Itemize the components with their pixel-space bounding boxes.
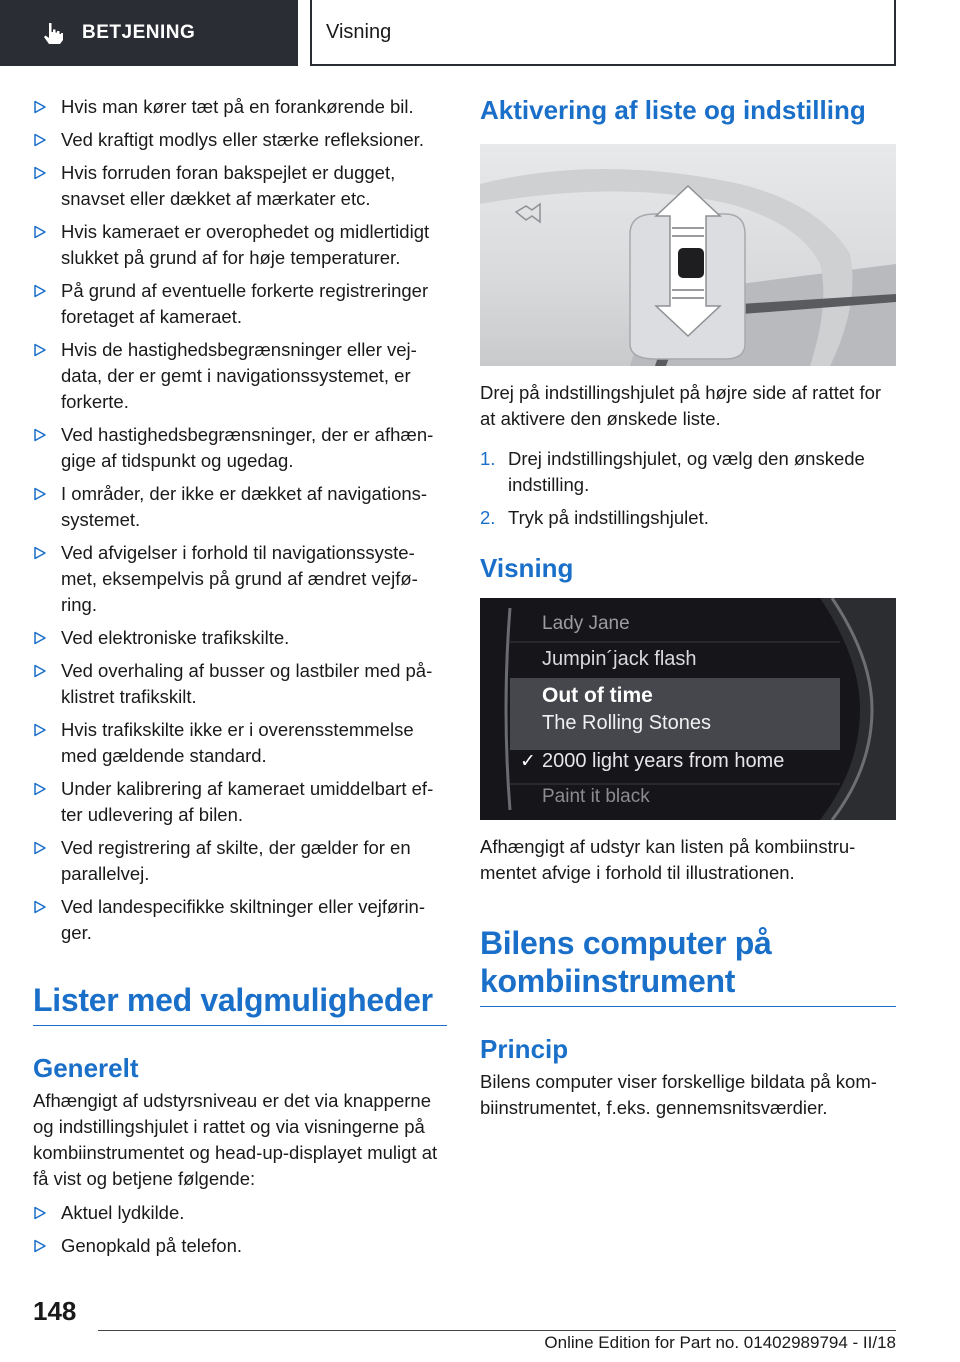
bullet-triangle-icon (33, 1206, 47, 1220)
list-item (33, 278, 447, 330)
list-item-text: Hvis kameraet er overophedet og midlertidigt slukket på grund af for høje temperaturer. (61, 221, 430, 268)
heading-bilens-computer: Bilens computer på kombiinstrument (480, 924, 896, 1007)
bullet-triangle-icon (33, 900, 47, 914)
list-item-text: Genopkald på telefon. (61, 1235, 243, 1256)
step-number: 2. (480, 507, 496, 528)
list-item (33, 160, 447, 212)
edition-text: Online Edition for Part no. 01402989794 - II/18 (544, 1333, 896, 1352)
list-item (33, 219, 447, 271)
list-item (33, 422, 447, 474)
list-item-text: Hvis de hastighedsbegrænsninger eller vej-data, der er gemt i navigationssystemet, er forkerte. (61, 339, 417, 412)
step-item (480, 505, 896, 531)
cluster-item-selected: Out of time (542, 684, 653, 707)
step-item (480, 446, 896, 498)
list-item (33, 835, 447, 887)
list-item-text: Ved landespecifikke skiltninger eller vejførin-ger. (61, 896, 426, 943)
limitation-list (33, 94, 447, 946)
bullet-triangle-icon (33, 428, 47, 442)
cluster-item-5: Paint it black (542, 786, 650, 807)
bullet-triangle-icon (33, 133, 47, 147)
heading-aktivering: Aktivering af liste og indstilling (480, 95, 866, 125)
bullet-triangle-icon (33, 546, 47, 560)
instrument-cluster-illustration (480, 598, 896, 820)
list-item-text: Hvis man kører tæt på en forankørende bil. (61, 96, 414, 117)
paragraph-princip: Bilens computer viser forskellige bildata på kom-biinstrumentet, f.eks. gennemsnitsværdier. (480, 1071, 877, 1118)
bullet-triangle-icon (33, 1239, 47, 1253)
cluster-item-2: Jumpin´jack flash (542, 648, 697, 670)
cluster-item-artist: The Rolling Stones (542, 712, 711, 734)
bullet-triangle-icon (33, 841, 47, 855)
bullet-triangle-icon (33, 664, 47, 678)
footer-divider (98, 1330, 896, 1331)
list-item (33, 481, 447, 533)
list-item-text: Ved registrering af skilte, der gælder for en parallelvej. (61, 837, 411, 884)
bullet-triangle-icon (33, 166, 47, 180)
cluster-item-4: 2000 light years from home (542, 750, 785, 772)
step-number: 1. (480, 448, 496, 469)
heading-lister: Lister med valgmuligheder (33, 981, 447, 1026)
feature-list (33, 1200, 447, 1259)
right-column (480, 94, 896, 1121)
heading-generelt: Generelt (33, 1053, 139, 1083)
left-column (33, 94, 447, 1266)
bullet-triangle-icon (33, 100, 47, 114)
list-item (33, 127, 447, 153)
topic-tab (310, 0, 896, 66)
list-item (33, 717, 447, 769)
list-item-text: Ved hastighedsbegrænsninger, der er afhæn-gige af tidspunkt og ugedag. (61, 424, 434, 471)
list-item (33, 94, 447, 120)
step-text: Tryk på indstillingshjulet. (508, 507, 709, 528)
hand-pointer-icon (40, 20, 66, 46)
list-item-text: Ved overhaling af busser og lastbiler med på-klistret trafikskilt. (61, 660, 433, 707)
list-item-text: Ved kraftigt modlys eller stærke refleksioner. (61, 129, 424, 150)
bullet-triangle-icon (33, 225, 47, 239)
check-icon: ✓ (520, 751, 536, 772)
list-item-text: Ved afvigelser i forhold til navigationssyste-met, eksempelvis på grund af ændret vejfø-ring. (61, 542, 418, 615)
bullet-triangle-icon (33, 343, 47, 357)
bullet-triangle-icon (33, 631, 47, 645)
heading-princip: Princip (480, 1034, 569, 1064)
section-tab (0, 0, 298, 66)
list-item-text: På grund af eventuelle forkerte registreringer foretaget af kameraet. (61, 280, 429, 327)
list-item (33, 540, 447, 618)
paragraph-generelt: Afhængigt af udstyrsniveau er det via knapperne og indstillingshjulet i rattet og via visningerne på kombiinstrumentet og head-up-displayet muligt at få vist og betjene følgende: (33, 1090, 438, 1189)
bullet-triangle-icon (33, 284, 47, 298)
bullet-triangle-icon (33, 723, 47, 737)
bullet-triangle-icon (33, 782, 47, 796)
list-item (33, 625, 447, 651)
list-item (33, 337, 447, 415)
step-list (480, 446, 896, 531)
page-number: 148 (33, 1296, 77, 1326)
paragraph-visning: Afhængigt af udstyr kan listen på kombiinstru-mentet afvige i forhold til illustrationen. (480, 836, 856, 883)
heading-visning: Visning (480, 553, 574, 583)
list-item (33, 894, 447, 946)
paragraph-aktivering: Drej på indstillingshjulet på højre side af rattet for at aktivere den ønskede liste. (480, 382, 882, 429)
list-item-text: I områder, der ikke er dækket af navigations-systemet. (61, 483, 428, 530)
list-item-text: Ved elektroniske trafikskilte. (61, 627, 290, 648)
list-item (33, 1233, 447, 1259)
thumbwheel-icon (480, 144, 896, 366)
page-header (0, 0, 960, 66)
section-title: BETJENING (82, 22, 196, 43)
list-item-text: Under kalibrering af kameraet umiddelbart ef-ter udlevering af bilen. (61, 778, 434, 825)
topic-title: Visning (326, 20, 392, 43)
list-item (33, 776, 447, 828)
list-item (33, 658, 447, 710)
step-text: Drej indstillingshjulet, og vælg den ønskede indstilling. (508, 448, 865, 495)
list-item (33, 1200, 447, 1226)
list-item-text: Aktuel lydkilde. (61, 1202, 185, 1223)
list-item-text: Hvis forruden foran bakspejlet er dugget, snavset eller dækket af mærkater etc. (61, 162, 396, 209)
bullet-triangle-icon (33, 487, 47, 501)
cluster-item-1: Lady Jane (542, 613, 630, 634)
list-item-text: Hvis trafikskilte ikke er i overensstemmelse med gældende standard. (61, 719, 414, 766)
steering-wheel-illustration (480, 144, 896, 366)
